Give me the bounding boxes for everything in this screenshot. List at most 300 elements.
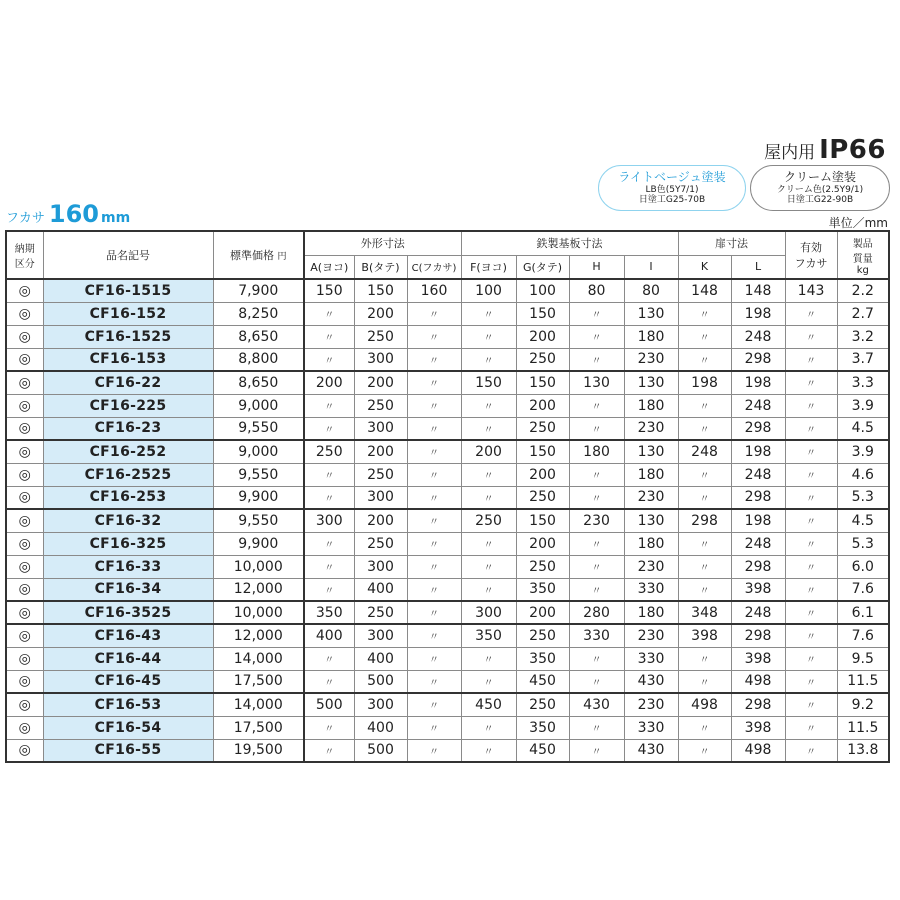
table-row (6, 417, 889, 440)
cell-price: 17,500 (213, 716, 304, 739)
cell-outer-b: 400 (354, 647, 407, 670)
cell-door-k: 〃 (678, 670, 731, 693)
cell-door-l: 498 (731, 739, 785, 762)
cell-plate-i: 430 (624, 670, 678, 693)
header-l: L (731, 255, 785, 279)
cell-outer-c: 〃 (407, 417, 461, 440)
cell-plate-f: 〃 (461, 670, 516, 693)
cell-plate-i: 130 (624, 371, 678, 394)
cell-delivery-mark: ◎ (6, 486, 43, 509)
cell-effective-depth: 〃 (785, 555, 837, 578)
cell-delivery-mark: ◎ (6, 601, 43, 624)
cell-outer-a: 〃 (304, 716, 354, 739)
table-row (6, 716, 889, 739)
cell-model-code: CF16-55 (43, 739, 213, 762)
cell-weight: 9.5 (837, 647, 889, 670)
cell-outer-b: 200 (354, 371, 407, 394)
cell-plate-g: 200 (516, 463, 569, 486)
cell-plate-h: 〃 (569, 417, 624, 440)
cell-model-code: CF16-54 (43, 716, 213, 739)
light-beige-code: 日塗工G25-70B (638, 195, 706, 206)
cell-outer-b: 250 (354, 394, 407, 417)
cell-price: 14,000 (213, 647, 304, 670)
cell-delivery-mark: ◎ (6, 417, 43, 440)
cell-effective-depth: 〃 (785, 463, 837, 486)
cell-weight: 6.0 (837, 555, 889, 578)
cell-plate-g: 200 (516, 601, 569, 624)
cell-price: 9,550 (213, 417, 304, 440)
cell-delivery-mark: ◎ (6, 302, 43, 325)
cell-outer-c: 〃 (407, 371, 461, 394)
cell-price: 14,000 (213, 693, 304, 716)
cell-effective-depth: 〃 (785, 601, 837, 624)
cell-outer-c: 〃 (407, 739, 461, 762)
cell-door-k: 〃 (678, 348, 731, 371)
cell-price: 9,550 (213, 463, 304, 486)
cell-delivery-mark: ◎ (6, 325, 43, 348)
cell-door-k: 〃 (678, 302, 731, 325)
header-price-label: 標準価格 (229, 249, 274, 262)
cell-effective-depth: 〃 (785, 716, 837, 739)
cell-door-k: 〃 (678, 486, 731, 509)
cell-price: 8,250 (213, 302, 304, 325)
cell-plate-i: 180 (624, 325, 678, 348)
cell-outer-a: 〃 (304, 463, 354, 486)
cell-price: 9,900 (213, 486, 304, 509)
cell-door-l: 248 (731, 463, 785, 486)
indoor-rating (764, 135, 886, 165)
cell-delivery-mark: ◎ (6, 509, 43, 532)
light-beige-color: LB色(5Y7/1) (645, 184, 699, 195)
table-row (6, 325, 889, 348)
cell-outer-a: 150 (304, 279, 354, 302)
cell-plate-h: 80 (569, 279, 624, 302)
cell-outer-b: 300 (354, 555, 407, 578)
cell-weight: 3.3 (837, 371, 889, 394)
cell-door-k: 〃 (678, 417, 731, 440)
cell-outer-b: 500 (354, 670, 407, 693)
cell-model-code: CF16-45 (43, 670, 213, 693)
header-b: B(タテ) (354, 255, 407, 279)
cell-delivery-mark: ◎ (6, 463, 43, 486)
cream-title: クリーム塗装 (783, 170, 856, 184)
depth-heading (6, 200, 130, 228)
cell-outer-a: 〃 (304, 417, 354, 440)
table-row (6, 371, 889, 394)
cell-plate-h: 〃 (569, 486, 624, 509)
cell-door-k: 〃 (678, 555, 731, 578)
cell-outer-c: 160 (407, 279, 461, 302)
table-row (6, 578, 889, 601)
cell-outer-a: 200 (304, 371, 354, 394)
spec-table-body (6, 279, 889, 762)
ip-rating: IP66 (819, 135, 886, 165)
cell-door-k: 348 (678, 601, 731, 624)
cell-outer-c: 〃 (407, 463, 461, 486)
cell-plate-i: 230 (624, 555, 678, 578)
header-g: G(タテ) (516, 255, 569, 279)
header-weight-line1: 製品 (852, 238, 873, 250)
cell-weight: 6.1 (837, 601, 889, 624)
cell-plate-g: 450 (516, 670, 569, 693)
cell-plate-f: 200 (461, 440, 516, 463)
cell-outer-b: 300 (354, 693, 407, 716)
cell-outer-c: 〃 (407, 302, 461, 325)
cell-outer-b: 250 (354, 325, 407, 348)
cell-effective-depth: 〃 (785, 532, 837, 555)
cell-price: 12,000 (213, 578, 304, 601)
cell-model-code: CF16-32 (43, 509, 213, 532)
cell-plate-g: 250 (516, 486, 569, 509)
cell-weight: 9.2 (837, 693, 889, 716)
cream-badge (750, 165, 890, 211)
cell-delivery-mark: ◎ (6, 440, 43, 463)
cell-plate-g: 250 (516, 693, 569, 716)
cell-model-code: CF16-53 (43, 693, 213, 716)
cell-plate-f: 〃 (461, 555, 516, 578)
cell-plate-g: 450 (516, 739, 569, 762)
cell-plate-h: 〃 (569, 716, 624, 739)
cell-plate-i: 330 (624, 578, 678, 601)
cell-plate-i: 230 (624, 417, 678, 440)
cell-plate-h: 〃 (569, 739, 624, 762)
cell-model-code: CF16-23 (43, 417, 213, 440)
cell-price: 19,500 (213, 739, 304, 762)
cell-outer-b: 150 (354, 279, 407, 302)
cell-plate-g: 200 (516, 394, 569, 417)
light-beige-badge (598, 165, 746, 211)
cell-outer-b: 200 (354, 509, 407, 532)
table-row (6, 739, 889, 762)
cream-color: クリーム色(2.5Y9/1) (776, 184, 864, 195)
cell-plate-i: 130 (624, 440, 678, 463)
cell-outer-a: 250 (304, 440, 354, 463)
header-eff-line2: フカサ (794, 257, 828, 270)
table-row (6, 348, 889, 371)
cell-door-l: 198 (731, 440, 785, 463)
header-k: K (678, 255, 731, 279)
cell-outer-a: 500 (304, 693, 354, 716)
header-plate: 鉄製基板寸法 (461, 231, 678, 255)
cell-plate-h: 〃 (569, 302, 624, 325)
cell-outer-b: 250 (354, 463, 407, 486)
cell-door-l: 248 (731, 325, 785, 348)
cell-door-l: 498 (731, 670, 785, 693)
unit-note: 単位／mm (828, 216, 888, 230)
cell-plate-i: 80 (624, 279, 678, 302)
cell-weight: 4.5 (837, 509, 889, 532)
cell-plate-i: 180 (624, 394, 678, 417)
cell-price: 10,000 (213, 601, 304, 624)
cell-weight: 13.8 (837, 739, 889, 762)
light-beige-title: ライトベージュ塗装 (618, 170, 726, 184)
cell-effective-depth: 〃 (785, 302, 837, 325)
cell-effective-depth: 〃 (785, 624, 837, 647)
cell-door-k: 〃 (678, 716, 731, 739)
cell-plate-f: 300 (461, 601, 516, 624)
header-a: A(ヨコ) (304, 255, 354, 279)
table-row (6, 532, 889, 555)
header-outer: 外形寸法 (304, 231, 461, 255)
cell-door-k: 248 (678, 440, 731, 463)
cell-door-k: 〃 (678, 394, 731, 417)
table-row (6, 463, 889, 486)
cell-effective-depth: 〃 (785, 348, 837, 371)
cell-door-k: 〃 (678, 578, 731, 601)
cell-outer-b: 500 (354, 739, 407, 762)
cell-plate-h: 〃 (569, 463, 624, 486)
cell-door-k: 398 (678, 624, 731, 647)
cell-plate-f: 450 (461, 693, 516, 716)
cell-outer-b: 200 (354, 440, 407, 463)
cell-price: 10,000 (213, 555, 304, 578)
header-i: I (624, 255, 678, 279)
cell-delivery-mark: ◎ (6, 394, 43, 417)
table-row (6, 601, 889, 624)
cell-plate-g: 150 (516, 371, 569, 394)
header-delivery-line1: 納期 (14, 244, 35, 255)
cell-outer-a: 350 (304, 601, 354, 624)
cell-outer-c: 〃 (407, 532, 461, 555)
depth-value: 160 (48, 200, 99, 228)
cell-plate-f: 〃 (461, 647, 516, 670)
cell-outer-a: 〃 (304, 670, 354, 693)
cell-door-k: 〃 (678, 463, 731, 486)
header-price-unit: 円 (277, 252, 287, 262)
cell-outer-b: 400 (354, 578, 407, 601)
cell-effective-depth: 〃 (785, 486, 837, 509)
cell-plate-h: 〃 (569, 555, 624, 578)
cell-price: 9,550 (213, 509, 304, 532)
cell-outer-c: 〃 (407, 555, 461, 578)
cell-outer-c: 〃 (407, 670, 461, 693)
cell-weight: 5.3 (837, 486, 889, 509)
cell-delivery-mark: ◎ (6, 716, 43, 739)
cell-delivery-mark: ◎ (6, 348, 43, 371)
cell-effective-depth: 〃 (785, 440, 837, 463)
cell-plate-i: 430 (624, 739, 678, 762)
cell-outer-c: 〃 (407, 716, 461, 739)
cell-weight: 3.7 (837, 348, 889, 371)
cell-plate-g: 200 (516, 532, 569, 555)
depth-label: フカサ (6, 211, 45, 226)
cell-effective-depth: 〃 (785, 693, 837, 716)
cell-price: 9,000 (213, 440, 304, 463)
table-row (6, 624, 889, 647)
cell-model-code: CF16-33 (43, 555, 213, 578)
cell-weight: 7.6 (837, 624, 889, 647)
cell-weight: 3.2 (837, 325, 889, 348)
cell-outer-b: 300 (354, 348, 407, 371)
cell-plate-h: 230 (569, 509, 624, 532)
cell-door-l: 248 (731, 394, 785, 417)
cell-model-code: CF16-225 (43, 394, 213, 417)
cell-plate-i: 180 (624, 601, 678, 624)
indoor-label: 屋内用 (764, 143, 816, 163)
cell-effective-depth: 〃 (785, 371, 837, 394)
cell-plate-h: 130 (569, 371, 624, 394)
cell-delivery-mark: ◎ (6, 647, 43, 670)
cell-door-k: 〃 (678, 647, 731, 670)
spec-table (5, 230, 890, 763)
cell-plate-i: 180 (624, 463, 678, 486)
cell-delivery-mark: ◎ (6, 670, 43, 693)
cream-code: 日塗工G22-90B (786, 195, 854, 206)
cell-model-code: CF16-252 (43, 440, 213, 463)
cell-plate-h: 〃 (569, 348, 624, 371)
cell-plate-f: 350 (461, 624, 516, 647)
cell-outer-a: 400 (304, 624, 354, 647)
cell-plate-f: 〃 (461, 716, 516, 739)
cell-model-code: CF16-1515 (43, 279, 213, 302)
cell-plate-f: 〃 (461, 302, 516, 325)
cell-door-l: 198 (731, 509, 785, 532)
cell-weight: 5.3 (837, 532, 889, 555)
cell-effective-depth: 〃 (785, 647, 837, 670)
cell-door-l: 298 (731, 348, 785, 371)
cell-outer-c: 〃 (407, 486, 461, 509)
cell-plate-g: 250 (516, 348, 569, 371)
cell-model-code: CF16-152 (43, 302, 213, 325)
cell-plate-h: 〃 (569, 670, 624, 693)
header-eff-line1: 有効 (800, 241, 823, 254)
cell-plate-h: 〃 (569, 394, 624, 417)
cell-plate-h: 330 (569, 624, 624, 647)
cell-outer-b: 300 (354, 486, 407, 509)
cell-price: 8,650 (213, 371, 304, 394)
cell-outer-b: 250 (354, 601, 407, 624)
cell-outer-a: 〃 (304, 325, 354, 348)
cell-door-k: 148 (678, 279, 731, 302)
cell-door-l: 198 (731, 302, 785, 325)
cell-door-l: 298 (731, 486, 785, 509)
cell-outer-c: 〃 (407, 348, 461, 371)
cell-outer-c: 〃 (407, 440, 461, 463)
header-delivery-line2: 区分 (14, 259, 35, 270)
cell-door-l: 298 (731, 624, 785, 647)
cell-plate-f: 〃 (461, 417, 516, 440)
table-row (6, 555, 889, 578)
header-price (213, 231, 304, 279)
cell-weight: 2.2 (837, 279, 889, 302)
cell-plate-i: 180 (624, 532, 678, 555)
cell-outer-c: 〃 (407, 394, 461, 417)
cell-plate-g: 350 (516, 578, 569, 601)
cell-weight: 11.5 (837, 716, 889, 739)
cell-plate-g: 250 (516, 555, 569, 578)
cell-price: 17,500 (213, 670, 304, 693)
cell-plate-f: 〃 (461, 739, 516, 762)
cell-plate-i: 130 (624, 302, 678, 325)
depth-unit: mm (100, 210, 131, 226)
cell-door-k: 298 (678, 509, 731, 532)
cell-model-code: CF16-44 (43, 647, 213, 670)
cell-plate-h: 180 (569, 440, 624, 463)
cell-plate-h: 430 (569, 693, 624, 716)
table-row (6, 279, 889, 302)
cell-effective-depth: 〃 (785, 417, 837, 440)
cell-plate-f: 〃 (461, 578, 516, 601)
cell-outer-c: 〃 (407, 693, 461, 716)
cell-plate-g: 350 (516, 716, 569, 739)
cell-effective-depth: 〃 (785, 394, 837, 417)
cell-door-l: 298 (731, 693, 785, 716)
cell-door-l: 198 (731, 371, 785, 394)
cell-effective-depth: 〃 (785, 325, 837, 348)
cell-plate-h: 280 (569, 601, 624, 624)
cell-plate-f: 〃 (461, 532, 516, 555)
cell-outer-c: 〃 (407, 624, 461, 647)
cell-door-l: 298 (731, 417, 785, 440)
cell-weight: 4.5 (837, 417, 889, 440)
cell-weight: 4.6 (837, 463, 889, 486)
cell-plate-f: 150 (461, 371, 516, 394)
cell-door-l: 248 (731, 532, 785, 555)
cell-price: 8,800 (213, 348, 304, 371)
cell-plate-g: 150 (516, 509, 569, 532)
cell-outer-b: 300 (354, 624, 407, 647)
cell-weight: 11.5 (837, 670, 889, 693)
cell-plate-g: 250 (516, 624, 569, 647)
cell-outer-a: 〃 (304, 302, 354, 325)
header-weight-line2: 質量 (852, 253, 873, 265)
table-row (6, 394, 889, 417)
cell-model-code: CF16-43 (43, 624, 213, 647)
cell-outer-c: 〃 (407, 325, 461, 348)
cell-door-k: 498 (678, 693, 731, 716)
cell-outer-a: 〃 (304, 578, 354, 601)
cell-outer-a: 〃 (304, 486, 354, 509)
cell-plate-i: 330 (624, 716, 678, 739)
cell-plate-g: 100 (516, 279, 569, 302)
cell-door-l: 248 (731, 601, 785, 624)
cell-outer-b: 300 (354, 417, 407, 440)
cell-plate-f: 〃 (461, 325, 516, 348)
cell-weight: 2.7 (837, 302, 889, 325)
table-row (6, 647, 889, 670)
cell-plate-f: 〃 (461, 486, 516, 509)
cell-plate-g: 200 (516, 325, 569, 348)
cell-plate-f: 〃 (461, 463, 516, 486)
cell-plate-i: 230 (624, 624, 678, 647)
cell-door-l: 398 (731, 578, 785, 601)
cell-outer-c: 〃 (407, 509, 461, 532)
cell-door-k: 〃 (678, 532, 731, 555)
cell-door-k: 198 (678, 371, 731, 394)
table-row (6, 670, 889, 693)
cell-plate-f: 〃 (461, 348, 516, 371)
cell-delivery-mark: ◎ (6, 279, 43, 302)
cell-door-l: 298 (731, 555, 785, 578)
cell-plate-i: 230 (624, 486, 678, 509)
cell-plate-h: 〃 (569, 647, 624, 670)
cell-weight: 7.6 (837, 578, 889, 601)
header-eff (785, 231, 837, 279)
cell-model-code: CF16-2525 (43, 463, 213, 486)
cell-plate-g: 350 (516, 647, 569, 670)
cell-price: 9,000 (213, 394, 304, 417)
table-row (6, 486, 889, 509)
cell-door-k: 〃 (678, 325, 731, 348)
cell-effective-depth: 〃 (785, 670, 837, 693)
cell-outer-c: 〃 (407, 578, 461, 601)
cell-plate-i: 330 (624, 647, 678, 670)
cell-outer-a: 〃 (304, 348, 354, 371)
cell-outer-b: 200 (354, 302, 407, 325)
header-f: F(ヨコ) (461, 255, 516, 279)
cell-effective-depth: 〃 (785, 509, 837, 532)
cell-outer-a: 〃 (304, 647, 354, 670)
